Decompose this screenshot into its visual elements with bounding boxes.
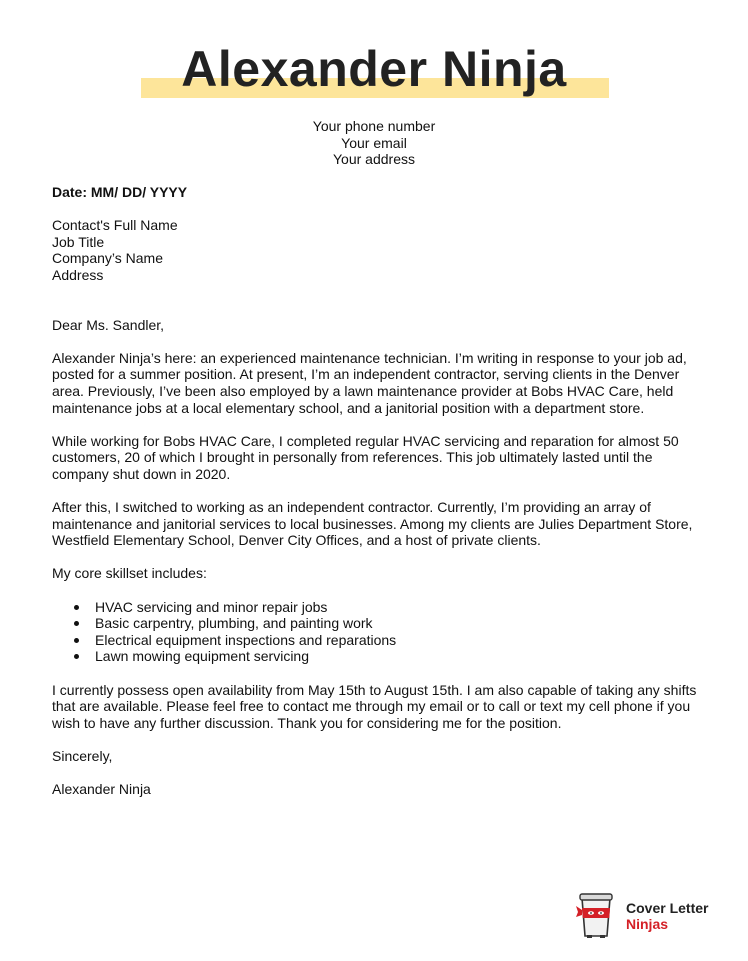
recipient-job-title: Job Title [52, 233, 105, 250]
skills-list [52, 599, 702, 665]
skill-item [52, 615, 702, 632]
cover-letter-ninjas-logo [576, 890, 726, 940]
date-line: Date: MM/ DD/ YYYY [52, 184, 188, 200]
skills-intro: My core skillset includes: [52, 565, 207, 582]
bullet-icon [74, 654, 79, 659]
logo-wordmark [626, 900, 708, 932]
applicant-name: Alexander Ninja [181, 41, 567, 97]
logo-line-1: Cover Letter [626, 900, 709, 916]
contact-phone: Your phone number [312, 118, 436, 134]
recipient-address: Address [52, 266, 104, 283]
sign-off: Sincerely, [52, 748, 113, 764]
skill-text: Lawn mowing equipment servicing [95, 648, 309, 665]
closing-paragraph: I currently possess open availability from May 15th to August 15th. I am also capable of taking any shifts that are available. Please feel free to contact me through my email or to call or text my cell phone if you wish to have any further discussion. Thank you for considering me for the position. [52, 681, 697, 731]
skill-text: Basic carpentry, plumbing, and painting work [95, 615, 373, 632]
bullet-icon [74, 621, 79, 626]
contact-address: Your address [333, 151, 415, 168]
skill-text: HVAC servicing and minor repair jobs [95, 598, 328, 615]
recipient-name: Contact's Full Name [52, 217, 178, 234]
skill-item [52, 599, 702, 616]
contact-email: Your email [341, 134, 407, 151]
ninja-mascot-icon [576, 892, 616, 938]
paragraph-current-work: After this, I switched to working as an independent contractor. Currently, I’m providing an array of maintenance and janitorial services to local businesses. Among my clients are Julies Department Store, Westfield Elementary School, Denver City Offices, and a host of private clients. [52, 499, 693, 549]
contact-info [0, 118, 748, 168]
name-header [0, 40, 748, 100]
bullet-icon [74, 638, 79, 643]
bullet-icon [74, 605, 79, 610]
paragraph-intro: Alexander Ninja’s here: an experienced maintenance technician. I’m writing in response to your job ad, posted for a summer position. At present, I’m an independent contractor, serving clients in the Denver area. Previously, I’ve been also employed by a lawn maintenance provider at Bobs HVAC Care, held maintenance jobs at a local elementary school, and a janitorial position with a department store. [52, 349, 687, 416]
paragraph-experience: While working for Bobs HVAC Care, I completed regular HVAC servicing and reparation for almost 50 customers, 20 of which I brought in personally from references. This job ultimately lasted until the company shut down in 2020. [52, 432, 679, 482]
letter-body [52, 184, 702, 814]
logo-line-2: Ninjas [626, 916, 669, 932]
recipient-company: Company’s Name [52, 250, 164, 267]
skill-text: Electrical equipment inspections and reparations [95, 631, 397, 648]
signature: Alexander Ninja [52, 781, 151, 798]
skill-item [52, 632, 702, 649]
salutation: Dear Ms. Sandler, [52, 316, 165, 333]
skill-item [52, 648, 702, 665]
recipient-block [52, 217, 702, 283]
